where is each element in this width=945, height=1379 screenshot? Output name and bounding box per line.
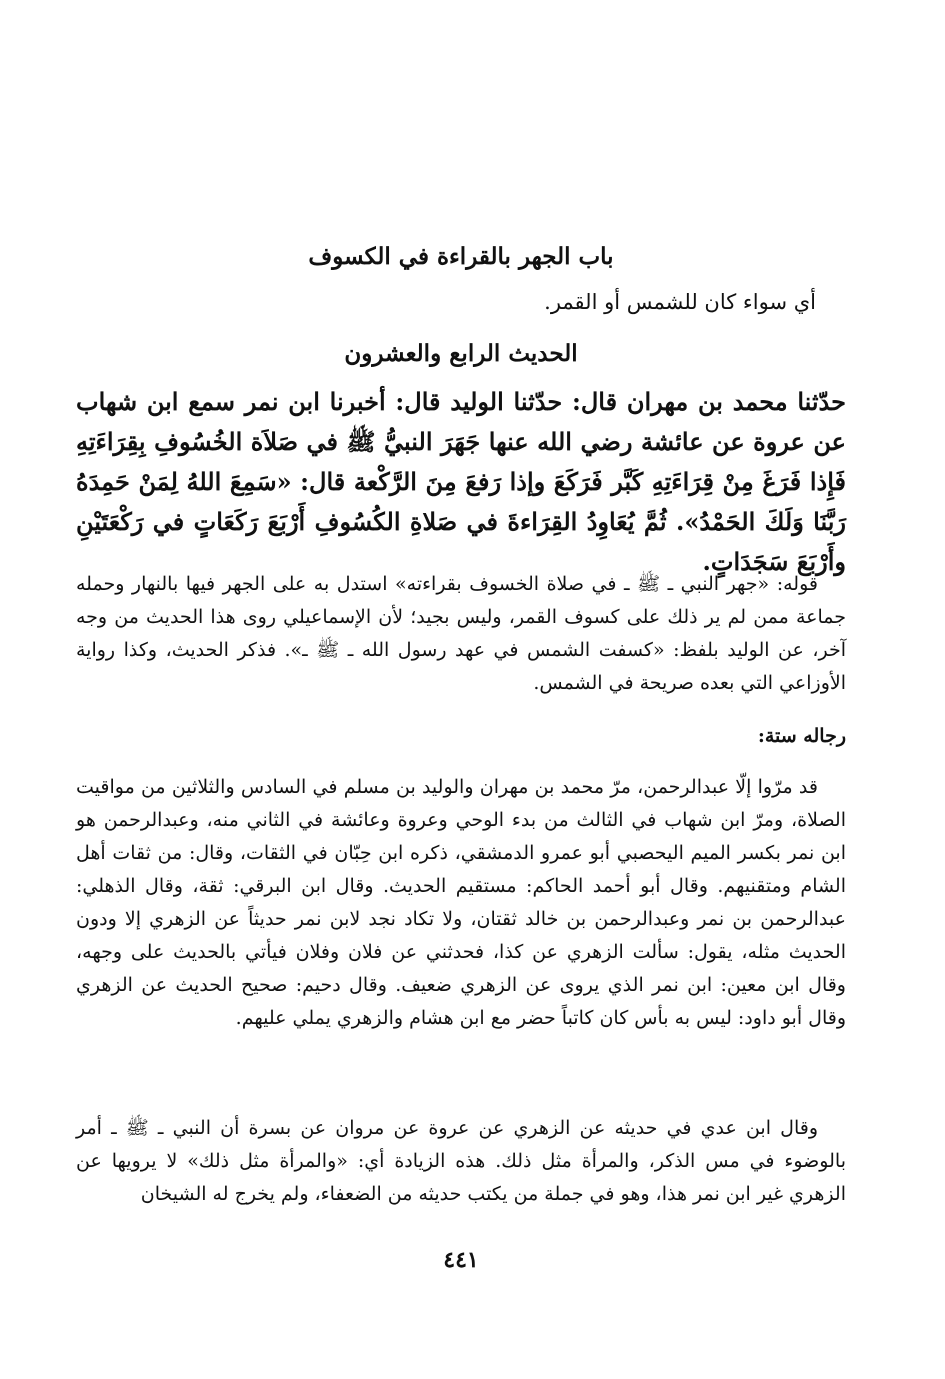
page-number: ٤٤١ [443,1247,479,1273]
chapter-title: باب الجهر بالقراءة في الكسوف [308,243,614,270]
ibn-adi-paragraph: وقال ابن عدي في حديثه عن الزهري عن عروة عن مروان عن بسرة أن النبي ـ ﷺ ـ أمر بالوضوء في مس الذكر، والمرأة مثل ذلك. هذه الزيادة أي: «والمرأة مثل ذلك» لا يرويها عن الزهري غير ابن نمر هذا، وهو في جملة من يكتب حديثه من الضعفاء، ولم يخرج له الشيخان [76,1117,846,1205]
hadith-text: حدّثنا محمد بن مهران قال: حدّثنا الوليد قال: أخبرنا ابن نمر سمع ابن شهاب عن عروة عن عائشة رضي الله عنها جَهَرَ النبيُّ ﷺ في صَلاَة الخُسُوفِ بِقِرَاءَتِهِ فَإِذا فَرَغَ مِنْ قِرَاءَتِهِ كَبَّر فَرَكَعَ وإذا رَفعَ مِنَ الرَّكْعة قال: «سَمِعَ اللهُ لِمَنْ حَمِدَهُ رَبَّنَا وَلَكَ الحَمْدُ». ثُمَّ يُعَاوِدُ القِرَاءةَ في صَلاةِ الكُسُوفِ أَرْبَعَ رَكَعَاتٍ في رَكْعَتَيْنِ وأَرْبَعَ سَجَدَاتٍ. [76,387,846,576]
narrators-heading: رجاله ستة: [757,725,846,747]
chapter-note: أي سواء كان للشمس أو القمر. [544,290,816,314]
commentary-paragraph: قوله: «جهر النبي ـ ﷺ ـ في صلاة الخسوف بقراءته» استدل به على الجهر فيها بالنهار وحمله جماعة ممن لم ير ذلك على كسوف القمر، وليس بجيد؛ لأن الإسماعيلي روى هذا الحديث من وجه آخر، عن الوليد بلفظ: «كسفت الشمس في عهد رسول الله ـ ﷺ ـ». فذكر الحديث، وكذا رواية الأوزاعي التي بعده صريحة في الشمس. [76,573,846,694]
book-page [76,0,846,1379]
narrators-paragraph: قد مرّوا إلّا عبدالرحمن، مرّ محمد بن مهران والوليد بن مسلم في السادس والثلاثين من مواقيت الصلاة، ومرّ ابن شهاب في الثالث من بدء الوحي وعروة وعائشة في الثاني منه، وعبدالرحمن هو ابن نمر بكسر الميم اليحصبي أبو عمرو الدمشقي، ذكره ابن حِبّان في الثقات، وقال: من ثقات أهل الشام ومتقنيهم. وقال أبو أحمد الحاكم: مستقيم الحديث. وقال ابن البرقي: ثقة، وقال الذهلي: عبدالرحمن بن نمر وعبدالرحمن بن خالد ثقتان، ولا تكاد نجد لابن نمر حديثاً عن الزهري إلا ودون الحديث مثله، يقول: سألت الزهري عن كذا، فحدثني عن فلان وفلان فيأتي بالحديث على وجهه، وقال ابن معين: ابن نمر الذي يروى عن الزهري ضعيف. وقال دحيم: صحيح الحديث عن الزهري وقال أبو داود: ليس به بأس كان كاتباً حضر مع ابن هشام والزهري يملي عليهم. [76,776,846,1029]
hadith-heading: الحديث الرابع والعشرون [344,340,578,367]
